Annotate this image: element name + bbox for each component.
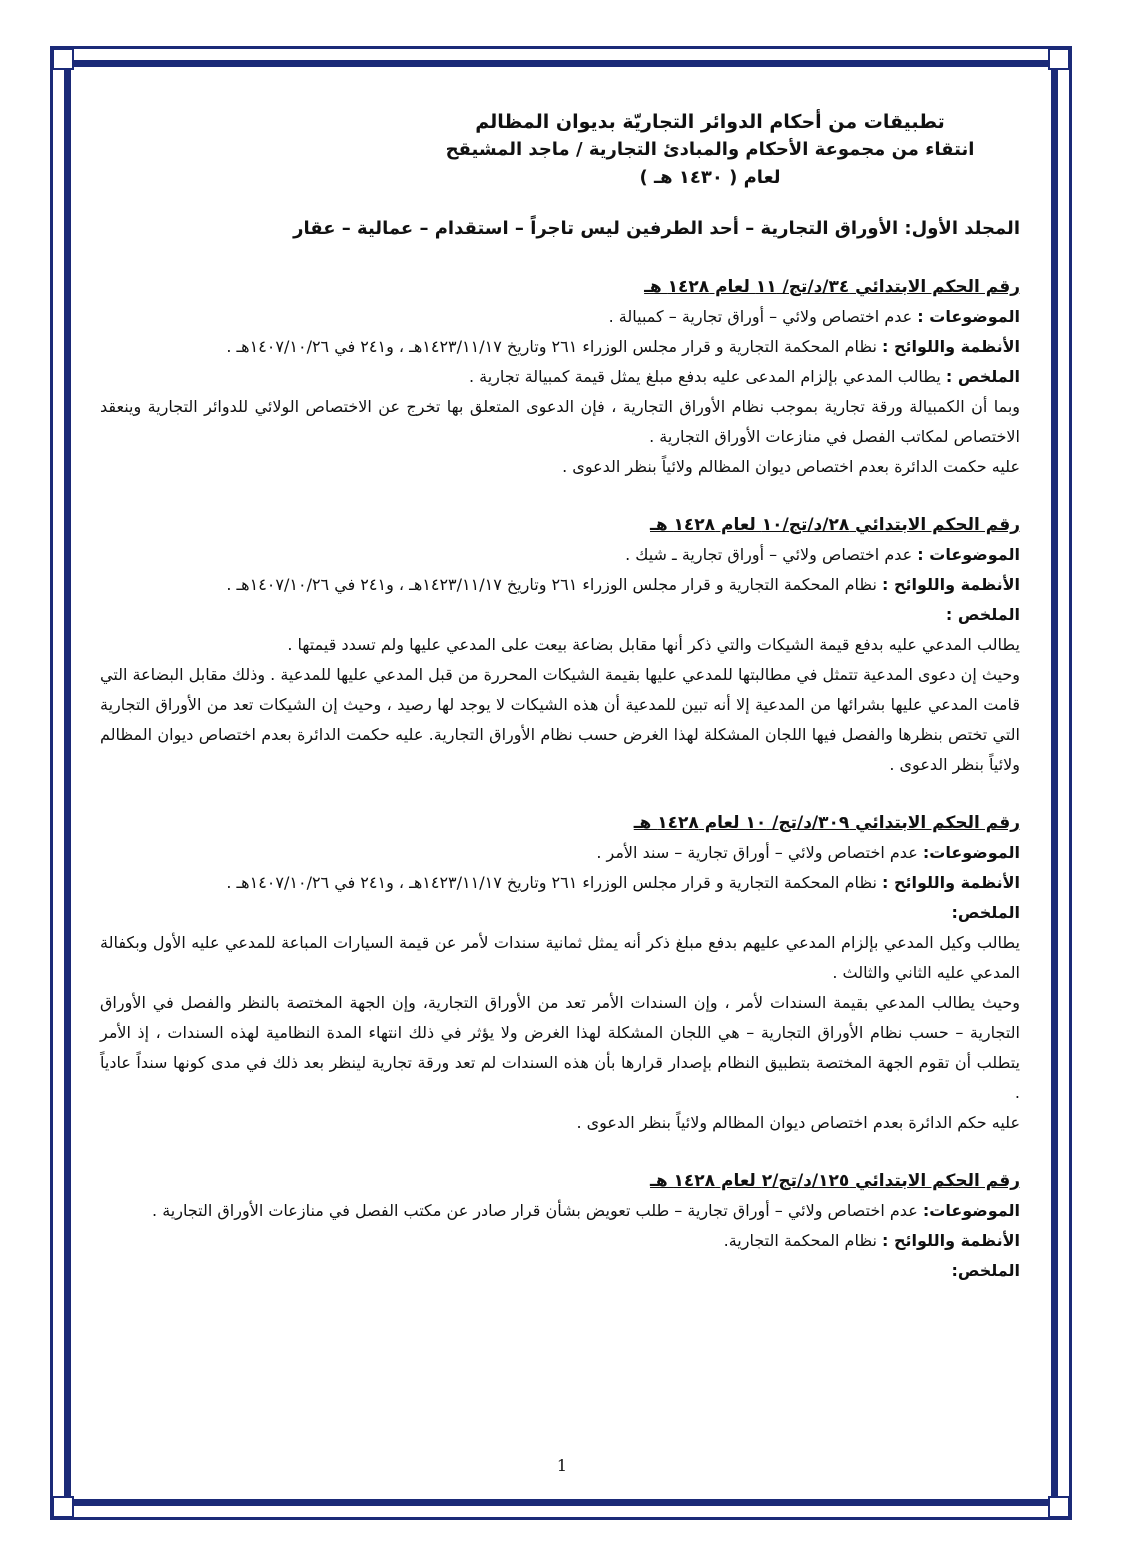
case-block	[100, 1166, 1020, 1286]
document-body	[100, 108, 1020, 1448]
case-regulations	[100, 332, 1020, 362]
case-paragraph: وحيث إن دعوى المدعية تتمثل في مطالبتها للمدعي عليها بقيمة الشيكات المحررة من قبل المدعي عليها للمدعية . وذلك مقابل البضاعة التي قامت المدعي عليها بشرائها من المدعية إلا أنه تبين للمدعية أن هذه الشيكات لا يوجد لها رصيد ، وحيث إن الشيكات تعد من الأوراق التجارية التي تختص بنظرها والفصل فيها اللجان المشكلة لهذا الغرض حسب نظام الأوراق التجارية. عليه حكمت الدائرة بعدم اختصاص ديوان المظالم ولائياً بنظر الدعوى .	[99, 665, 1020, 774]
case-title: رقم الحكم الابتدائي ٣٠٩/د/تج/ ١٠ لعام ١٤٢٨ هـ	[633, 813, 1020, 833]
topics-text: عدم اختصاص ولائي – أوراق تجارية ـ شيك .	[625, 545, 913, 564]
case-paragraph: يطالب وكيل المدعي بإلزام المدعي عليهم بدفع مبلغ ذكر أنه يمثل ثمانية سندات لأمر عن قيمة السيارات المباعة للمدعي عليه الأول وبكفالة المدعي عليه الثاني والثالث .	[100, 933, 1020, 982]
case-ruling: عليه حكمت الدائرة بعدم اختصاص ديوان المظالم ولائياً بنظر الدعوى .	[562, 457, 1020, 476]
case-ruling: عليه حكم الدائرة بعدم اختصاص ديوان المظالم ولائياً بنظر الدعوى .	[576, 1113, 1020, 1132]
case-summary	[100, 1256, 1020, 1286]
summary-label: الملخص :	[945, 605, 1020, 624]
topics-label: الموضوعات :	[917, 307, 1020, 326]
topics-label: الموضوعات :	[917, 545, 1020, 564]
regulations-label: الأنظمة واللوائح :	[882, 575, 1020, 594]
regulations-label: الأنظمة واللوائح :	[882, 337, 1020, 356]
summary-label: الملخص:	[951, 1261, 1020, 1280]
regulations-label: الأنظمة واللوائح :	[882, 1231, 1020, 1250]
document-subtitle: انتقاء من مجموعة الأحكام والمبادئ التجارية / ماجد المشيقح	[445, 139, 975, 160]
border-corner-ornament	[52, 1496, 74, 1518]
case-block	[100, 808, 1020, 1138]
page-number: 1	[556, 1456, 568, 1475]
case-paragraph: يطالب المدعي عليه بدفع قيمة الشيكات والتي ذكر أنها مقابل بضاعة بيعت على المدعي عليها ولم تسدد قيمتها .	[287, 635, 1020, 654]
regulations-text: نظام المحكمة التجارية.	[723, 1231, 877, 1250]
regulations-text: نظام المحكمة التجارية و قرار مجلس الوزراء ٢٦١ وتاريخ ١٤٢٣/١١/١٧هـ ، و٢٤١ في ١٤٠٧/١٠/٢٦هـ .	[226, 575, 877, 594]
document-year: لعام ( ١٤٣٠ هـ )	[639, 167, 781, 188]
border-corner-ornament	[52, 48, 74, 70]
document-title: تطبيقات من أحكام الدوائر التجاريّة بديوان المظالم	[475, 111, 945, 133]
case-topics	[100, 1196, 1020, 1256]
topics-text: عدم اختصاص ولائي – أوراق تجارية – كمبيالة .	[608, 307, 913, 326]
topics-text: عدم اختصاص ولائي – أوراق تجارية – طلب تعويض بشأن قرار صادر عن مكتب الفصل في منازعات الأوراق التجارية .	[152, 1201, 918, 1220]
document-header	[400, 108, 1020, 192]
volume-heading: المجلد الأول: الأوراق التجارية – أحد الطرفين ليس تاجراً – استقدام – عمالية – عقار	[293, 218, 1020, 239]
case-regulations	[100, 868, 1020, 898]
case-topics	[100, 540, 1020, 570]
summary-label: الملخص:	[951, 903, 1020, 922]
case-paragraph: وبما أن الكمبيالة ورقة تجارية بموجب نظام الأوراق التجارية ، فإن الدعوى المتعلق بها تخرج عن الاختصاص الولائي للدوائر التجارية وينعقد الاختصاص لمكاتب الفصل في منازعات الأوراق التجارية .	[100, 397, 1020, 446]
summary-text: يطالب المدعي بإلزام المدعى عليه بدفع مبلغ يمثل قيمة كمبيالة تجارية .	[468, 367, 941, 386]
case-topics	[100, 302, 1020, 332]
border-corner-ornament	[1048, 48, 1070, 70]
case-regulations	[100, 570, 1020, 600]
summary-label: الملخص :	[945, 367, 1020, 386]
case-topics	[100, 838, 1020, 868]
case-paragraph: وحيث يطالب المدعي بقيمة السندات لأمر ، وإن السندات الأمر تعد من الأوراق التجارية، وإن الجهة المختصة بالنظر والفصل في الأوراق التجارية – حسب نظام الأوراق التجارية – هي اللجان المشكلة لهذا الغرض ولا يؤثر في ذلك انتهاء المدة النظامية لهذه السندات ، إذ الأمر يتطلب أن تقوم الجهة المختصة بتطبيق النظام بإصدار قرارها بأن هذه السندات لم تعد ورقة تجارية لينظر بعد ذلك في مدى كونها سنداً عادياً .	[100, 993, 1020, 1102]
case-summary	[100, 898, 1020, 928]
case-summary	[100, 362, 1020, 392]
case-title: رقم الحكم الابتدائي ١٢٥/د/تج/٢ لعام ١٤٢٨ هـ	[650, 1171, 1020, 1191]
topics-text: عدم اختصاص ولائي – أوراق تجارية – سند الأمر .	[596, 843, 918, 862]
topics-label: الموضوعات:	[922, 1201, 1020, 1220]
case-block	[100, 510, 1020, 780]
case-title: رقم الحكم الابتدائي ٣٤/د/تج/ ١١ لعام ١٤٢٨ هـ	[644, 277, 1020, 297]
case-block	[100, 272, 1020, 482]
case-summary	[100, 600, 1020, 630]
regulations-text: نظام المحكمة التجارية و قرار مجلس الوزراء ٢٦١ وتاريخ ١٤٢٣/١١/١٧هـ ، و٢٤١ في ١٤٠٧/١٠/٢٦هـ .	[226, 337, 877, 356]
case-title: رقم الحكم الابتدائي ٢٨/د/تج/١٠ لعام ١٤٢٨ هـ	[650, 515, 1020, 535]
border-corner-ornament	[1048, 1496, 1070, 1518]
regulations-text: نظام المحكمة التجارية و قرار مجلس الوزراء ٢٦١ وتاريخ ١٤٢٣/١١/١٧هـ ، و٢٤١ في ١٤٠٧/١٠/٢٦هـ .	[226, 873, 877, 892]
regulations-label: الأنظمة واللوائح :	[882, 873, 1020, 892]
topics-label: الموضوعات:	[922, 843, 1020, 862]
